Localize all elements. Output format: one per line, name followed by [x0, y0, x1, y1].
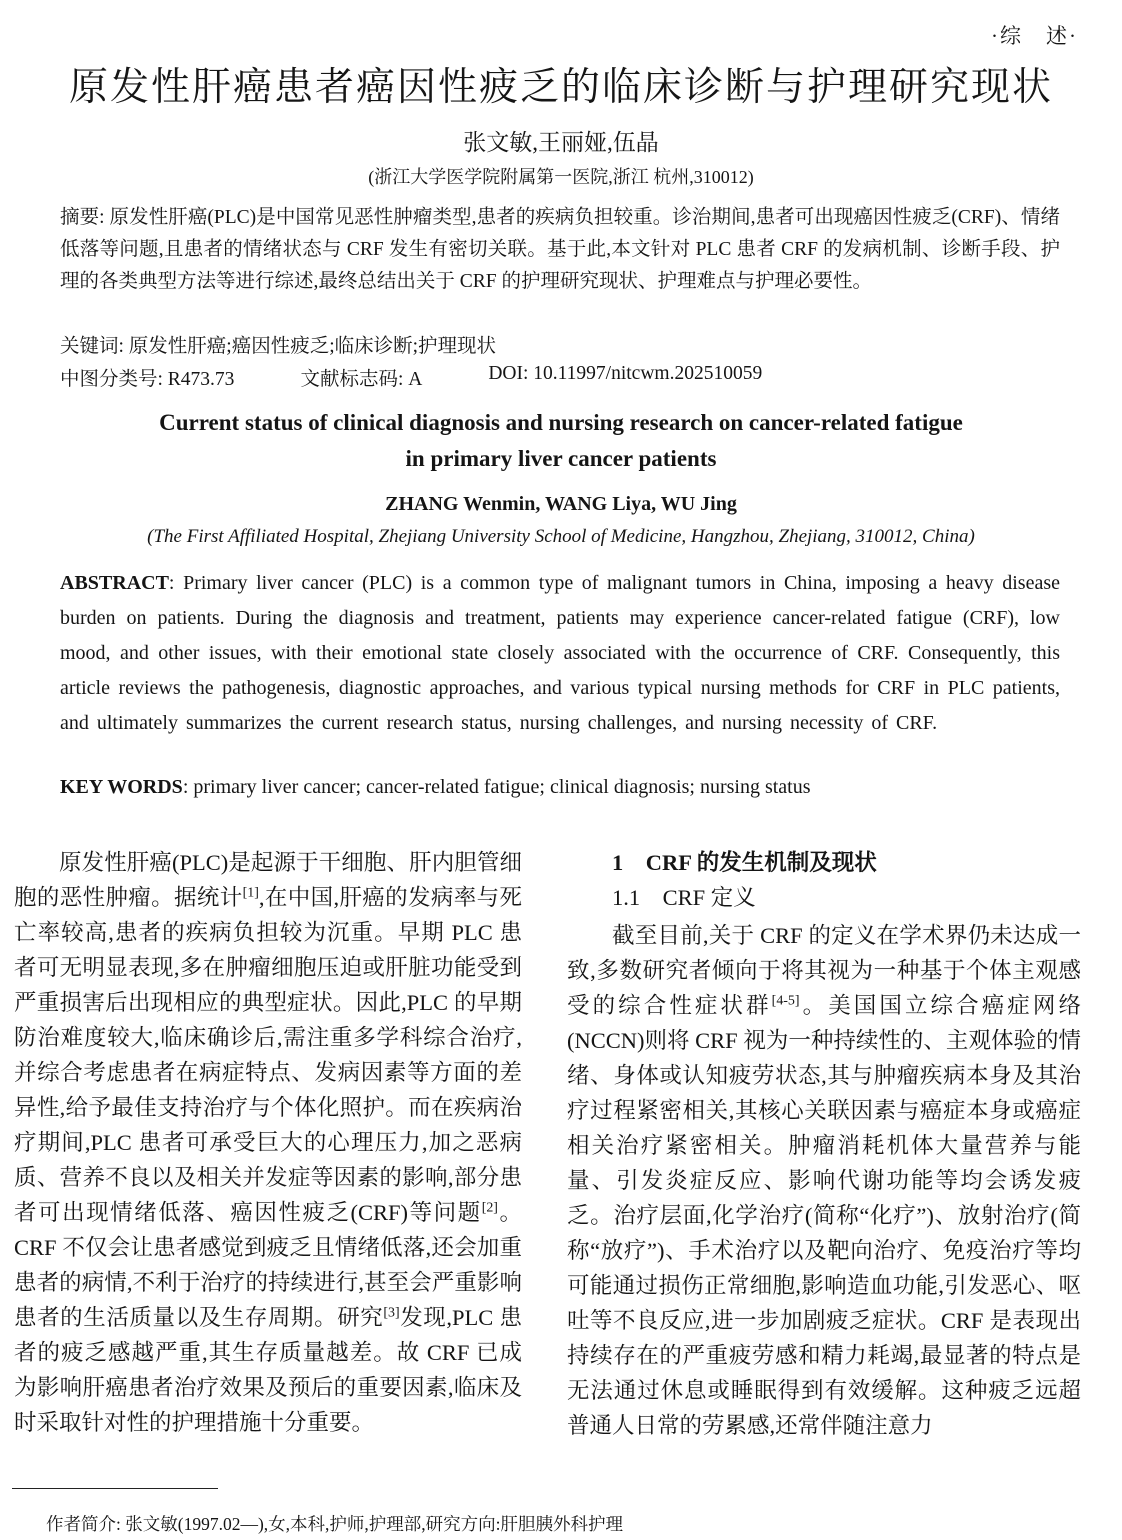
intro-text-1: 原发性肝癌(PLC)是起源于干细胞、肝内胆管细胞的恶性肿瘤。据统计 — [14, 850, 522, 910]
reference-1: [1] — [242, 885, 259, 901]
keywords-cn-text: 原发性肝癌;癌因性疲乏;临床诊断;护理现状 — [128, 336, 497, 357]
article-title-en-line2: in primary liver cancer patients — [405, 446, 717, 471]
abstract-cn-text: 原发性肝癌(PLC)是中国常见恶性肿瘤类型,患者的疾病负担较重。诊治期间,患者可出现癌因性疲乏(CRF)、情绪低落等问题,且患者的情绪状态与 CRF 发生有密切关联。基于此,本文针对 PLC 患者 CRF 的发病机制、诊断手段、护理的各类典型方法等进行综述,最终总结出关于 CRF 的护理研究现状、护理难点与护理必要性。 — [60, 207, 1060, 292]
intro-text-4: 发现,PLC 患者的疲乏感越严重,其生存质量越差。故 CRF 已成为影响肝癌患者治疗效果及预后的重要因素,临床及时采取针对性的护理措施十分重要。 — [14, 1305, 522, 1435]
keywords-en-label: KEY WORDS — [60, 776, 183, 798]
reference-2: [2] — [481, 1200, 498, 1216]
abstract-en — [60, 566, 1060, 741]
section-text-2: 。美国国立综合癌症网络(NCCN)则将 CRF 视为一种持续性的、主观体验的情绪、身体或认知疲劳状态,其与肿瘤疾病本身及其治疗过程紧密相关,其核心关联因素与癌症本身或癌症相关治疗紧密相关。肿瘤消耗机体大量营养与能量、引发炎症反应、影响代谢功能等均会诱发疲乏。治疗层面,化学治疗(简称“化疗”)、放射治疗(简称“放疗”)、手术治疗以及靶向治疗、免疫治疗等均可能通过损伤正常细胞,影响造血功能,引发恶心、呕吐等不良反应,进一步加剧疲乏症状。CRF 是表现出持续存在的严重疲劳感和精力耗竭,最显著的特点是无法通过休息或睡眠得到有效缓解。这种疲乏远超普通人日常的劳累感,还常伴随注意力 — [567, 993, 1081, 1438]
affiliation-cn: (浙江大学医学院附属第一医院,浙江 杭州,310012) — [368, 167, 754, 187]
classification-row — [60, 363, 1060, 391]
intro-paragraph — [14, 845, 522, 1440]
doi-label: DOI: — [488, 363, 534, 384]
keywords-cn — [60, 330, 1060, 358]
category-mark: ·综 述· — [991, 24, 1078, 48]
section-1-heading: 1 CRF 的发生机制及现状 — [612, 850, 877, 875]
authors-en: ZHANG Wenmin, WANG Liya, WU Jing — [385, 493, 737, 515]
clc-label: 中图分类号: — [60, 369, 168, 390]
authors-cn: 张文敏,王丽娅,伍晶 — [463, 130, 659, 155]
article-title-cn: 原发性肝癌患者癌因性疲乏的临床诊断与护理研究现状 — [68, 66, 1053, 109]
intro-text-3: 。CRF 不仅会让患者感觉到疲乏且情绪低落,还会加重患者的病情,不利于治疗的持续进行,甚至会严重影响患者的生活质量以及生存周期。研究 — [14, 1200, 522, 1330]
abstract-cn — [60, 202, 1060, 298]
intro-text-2: ,在中国,肝癌的发病率与死亡率较高,患者的疾病负担较为沉重。早期 PLC 患者可无明显表现,多在肿瘤细胞压迫或肝脏功能受到严重损害后出现相应的典型症状。因此,PLC 的早期防治难度较大,临床确诊后,需注重多学科综合治疗,并综合考虑患者在病症特点、发病因素等方面的差异性,给予最佳支持治疗与个体化照护。而在疾病治疗期间,PLC 患者可承受巨大的心理压力,加之恶病质、营养不良以及相关并发症等因素的影响,部分患者可出现情绪低落、癌因性疲乏(CRF)等问题 — [14, 885, 522, 1225]
abstract-en-text: : Primary liver cancer (PLC) is a common type of malignant tumors in China, imposing a heavy disease burden on patients. During the diagnosis and treatment, patients may experience cancer-related fatigue (CRF), low mood, and other issues, with their emotional state closely associated with the occurrence of CRF. Consequently, this article reviews the pathogenesis, diagnostic approaches, and various typical nursing methods for CRF in PLC patients, and ultimately summarizes the current research status, nursing challenges, and nursing necessity of CRF. — [60, 572, 1060, 734]
keywords-en — [60, 776, 1060, 799]
section-text-1: 截至目前,关于 CRF 的定义在学术界仍未达成一致,多数研究者倾向于将其视为一种基于个体主观感受的综合性症状群 — [567, 923, 1081, 1018]
article-title-en — [0, 405, 1122, 477]
doi-item — [488, 363, 762, 391]
doc-code-label: 文献标志码: — [300, 369, 409, 390]
reference-3: [3] — [383, 1305, 400, 1321]
abstract-cn-label: 摘要: — [60, 207, 110, 228]
author-bio: 作者简介: 张文敏(1997.02—),女,本科,护师,护理部,研究方向:肝胆胰外科护理 — [46, 1514, 624, 1534]
section-1-1-paragraph — [567, 918, 1081, 1443]
body-column-left — [14, 845, 522, 1440]
footnote-divider — [12, 1488, 218, 1489]
doc-code-item — [300, 363, 422, 391]
article-title-en-line1: Current status of clinical diagnosis and nursing research on cancer-related fatigue — [159, 410, 963, 435]
doc-code-value: A — [408, 369, 423, 390]
keywords-cn-label: 关键词: — [60, 336, 129, 357]
abstract-en-label: ABSTRACT — [60, 572, 169, 594]
affiliation-en: (The First Affiliated Hospital, Zhejiang University School of Medicine, Hangzhou, Zhejiang, 310012, China) — [147, 526, 975, 547]
keywords-en-text: : primary liver cancer; cancer-related fatigue; clinical diagnosis; nursing status — [182, 776, 811, 798]
section-1-1-heading: 1.1 CRF 定义 — [612, 885, 756, 910]
clc-number: R473.73 — [167, 369, 235, 390]
doi-value: 10.11997/nitcwm.202510059 — [533, 363, 763, 384]
body-column-right — [567, 845, 1081, 1443]
reference-4-5: [4-5] — [771, 993, 800, 1009]
clc-item — [60, 363, 234, 391]
